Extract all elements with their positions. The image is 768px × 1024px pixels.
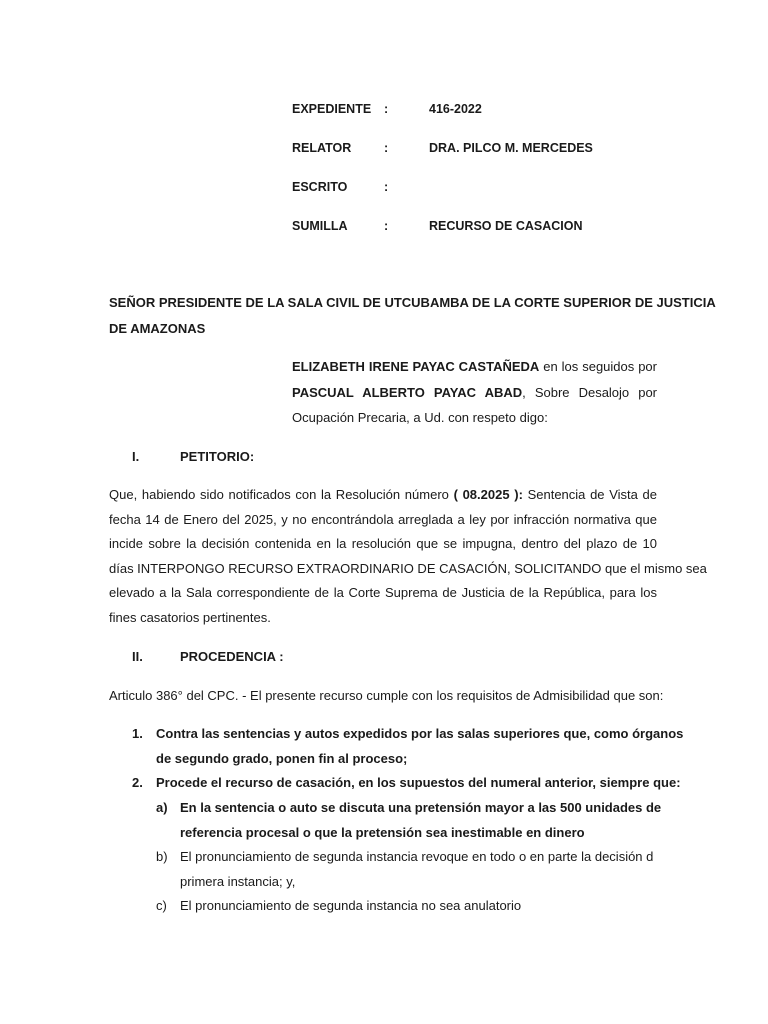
petitorio-line-2: fecha 14 de Enero del 2025, y no encontrándola arreglada a ley por infracción normativa que bbox=[109, 512, 657, 527]
header-value: RECURSO DE CASACION bbox=[429, 219, 583, 233]
section-number: II. bbox=[132, 649, 143, 664]
list-marker: 1. bbox=[132, 726, 143, 741]
petitorio-line-6: fines casatorios pertinentes. bbox=[109, 610, 271, 625]
intro-line-1 bbox=[292, 358, 657, 376]
header-key: EXPEDIENTE bbox=[292, 102, 372, 116]
header-colon: : bbox=[384, 102, 389, 116]
header-colon: : bbox=[384, 219, 389, 233]
header-key: RELATOR bbox=[292, 141, 352, 155]
header-value: DRA. PILCO M. MERCEDES bbox=[429, 141, 593, 155]
list-item-1-line-2: de segundo grado, ponen fin al proceso; bbox=[156, 751, 408, 766]
respondent-name: PASCUAL ALBERTO PAYAC ABAD bbox=[292, 385, 523, 400]
petitorio-line-1 bbox=[109, 486, 657, 504]
header-colon: : bbox=[384, 180, 389, 194]
sublist-b-line-2: primera instancia; y, bbox=[180, 874, 296, 889]
petitorio-line-4: días INTERPONGO RECURSO EXTRAORDINARIO DE CASACIÓN, SOLICITANDO que el mismo sea bbox=[109, 561, 707, 576]
sublist-marker: b) bbox=[156, 849, 168, 864]
intro-text: , Sobre Desalojo por bbox=[522, 385, 658, 400]
section-title-procedencia: PROCEDENCIA : bbox=[180, 649, 284, 664]
list-item-1-line-1: Contra las sentencias y autos expedidos por las salas superiores que, como órganos bbox=[156, 726, 684, 741]
sublist-b-line-1: El pronunciamiento de segunda instancia revoque en todo o en parte la decisión d bbox=[180, 849, 654, 864]
header-key: ESCRITO bbox=[292, 180, 348, 194]
addressee-line-2: DE AMAZONAS bbox=[109, 321, 206, 336]
intro-line-2 bbox=[292, 384, 657, 402]
intro-text: en los seguidos por bbox=[539, 359, 657, 374]
section-title-petitorio: PETITORIO: bbox=[180, 449, 255, 464]
header-colon: : bbox=[384, 141, 389, 155]
petitorio-line-3: incide sobre la decisión contenida en la resolución que se impugna, dentro del plazo de 10 bbox=[109, 536, 657, 551]
list-marker: 2. bbox=[132, 775, 143, 790]
procedencia-intro: Articulo 386° del CPC. - El presente recurso cumple con los requisitos de Admisibilidad que son: bbox=[109, 688, 664, 703]
list-item-2-line-1: Procede el recurso de casación, en los supuestos del numeral anterior, siempre que: bbox=[156, 775, 681, 790]
addressee-line-1: SEÑOR PRESIDENTE DE LA SALA CIVIL DE UTCUBAMBA DE LA CORTE SUPERIOR DE JUSTICIA bbox=[109, 295, 716, 310]
resolution-number: ( 08.2025 ): bbox=[453, 487, 523, 502]
sublist-c-line-1: El pronunciamiento de segunda instancia no sea anulatorio bbox=[180, 898, 522, 913]
header-key: SUMILLA bbox=[292, 219, 348, 233]
text-run: Que, habiendo sido notificados con la Resolución número bbox=[109, 487, 454, 502]
text-run: Sentencia de Vista de bbox=[522, 487, 658, 502]
sublist-marker: c) bbox=[156, 898, 167, 913]
petitioner-name: ELIZABETH IRENE PAYAC CASTAÑEDA bbox=[292, 359, 540, 374]
intro-line-3: Ocupación Precaria, a Ud. con respeto digo: bbox=[292, 410, 548, 425]
sublist-a-line-2: referencia procesal o que la pretensión sea inestimable en dinero bbox=[180, 825, 585, 840]
petitorio-line-5: elevado a la Sala correspondiente de la Corte Suprema de Justicia de la República, para los bbox=[109, 585, 657, 600]
sublist-a-line-1: En la sentencia o auto se discuta una pretensión mayor a las 500 unidades de bbox=[180, 800, 662, 815]
header-value: 416-2022 bbox=[429, 102, 482, 116]
sublist-marker: a) bbox=[156, 800, 168, 815]
section-number: I. bbox=[132, 449, 140, 464]
